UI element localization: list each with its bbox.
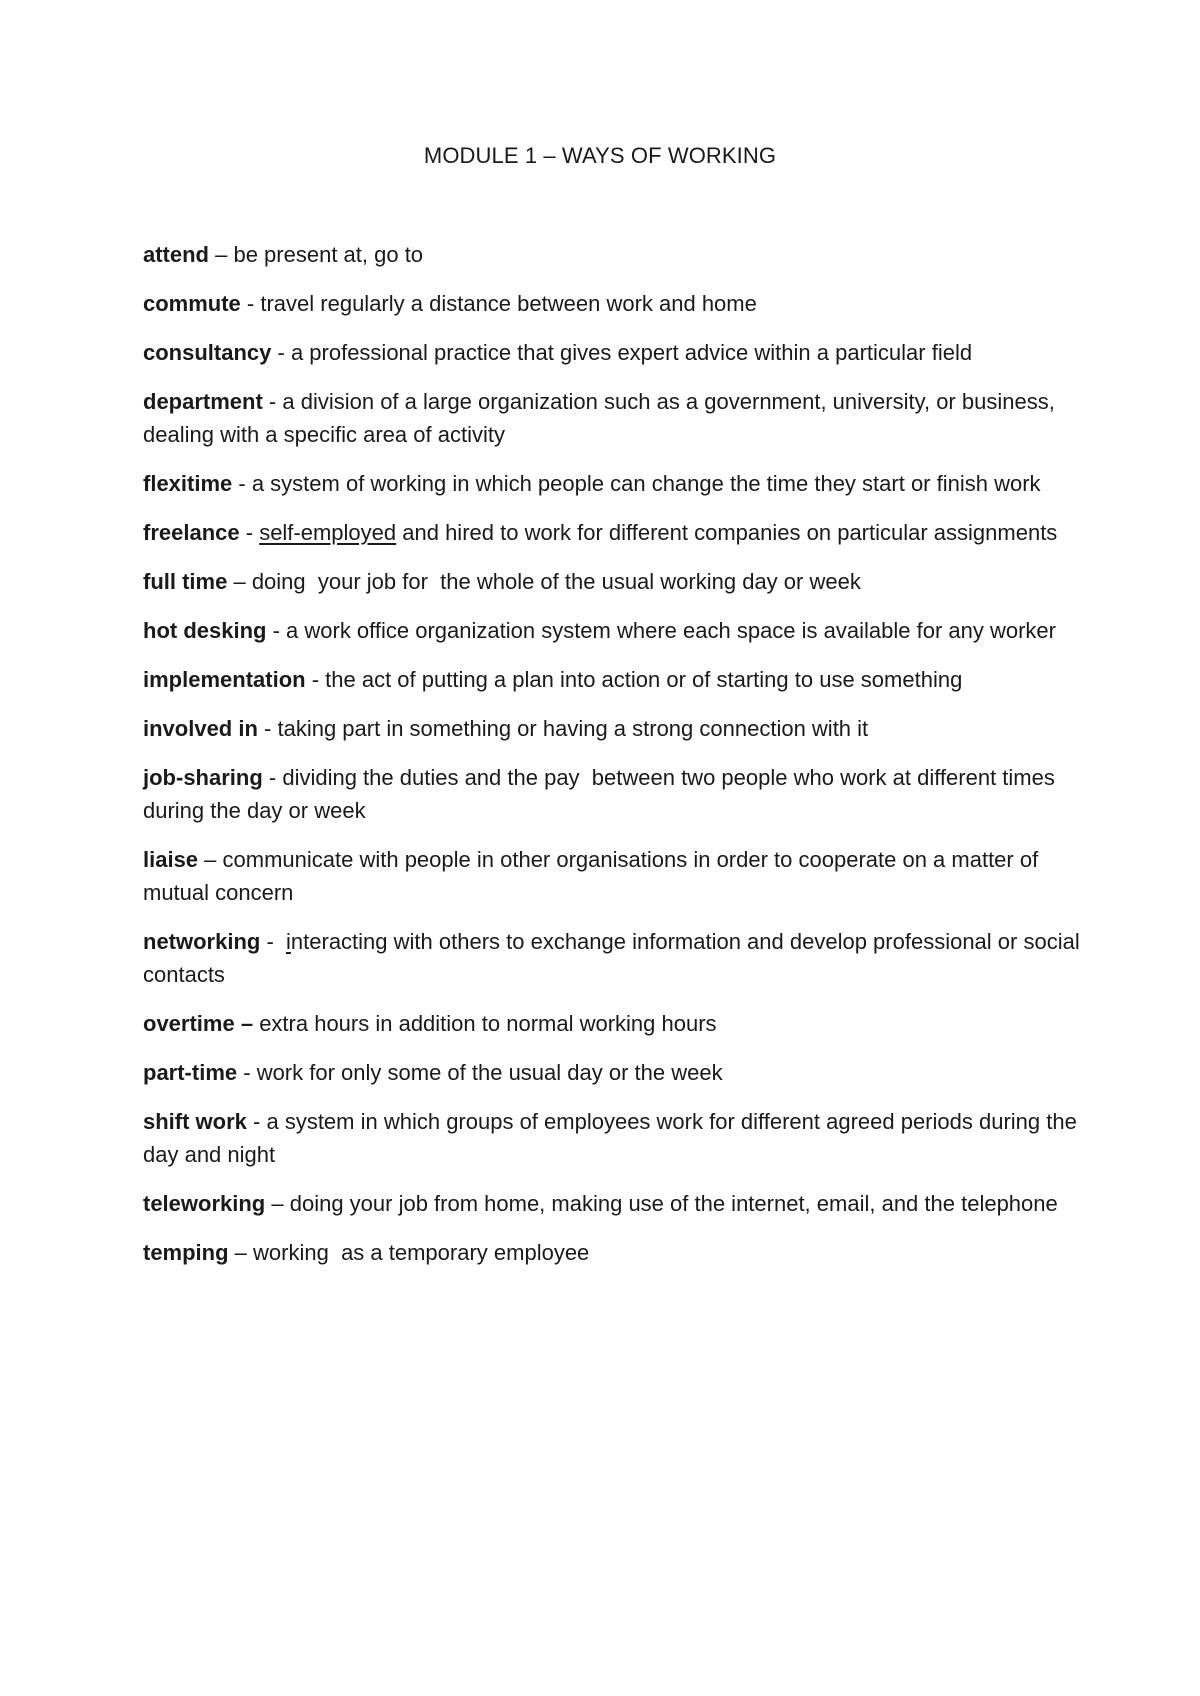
- glossary-separator: –: [265, 1191, 290, 1216]
- glossary-term: teleworking: [143, 1191, 266, 1216]
- glossary-term: freelance: [143, 520, 240, 545]
- glossary-definition: doing your job from home, making use of the internet, email, and the telephone: [289, 1191, 1058, 1216]
- glossary-entry-networking: [143, 925, 1083, 991]
- glossary-separator: -: [262, 389, 283, 414]
- glossary-separator: -: [240, 291, 261, 316]
- glossary-definition-underlined: i: [286, 929, 291, 954]
- glossary-entry-overtime: [143, 1007, 1083, 1040]
- glossary-entry-shift-work: [143, 1105, 1083, 1171]
- glossary-definition: a system of working in which people can change the time they start or finish work: [251, 471, 1041, 496]
- glossary-entry-teleworking: [143, 1187, 1083, 1220]
- glossary-term: flexitime: [143, 471, 233, 496]
- glossary-definition: communicate with people in other organisations in order to cooperate on a matter of mutual concern: [143, 847, 1039, 905]
- glossary-entry-implementation: [143, 663, 1083, 696]
- glossary-definition: nteracting with others to exchange information and develop professional or social contacts: [143, 929, 1080, 987]
- glossary-definition: a system in which groups of employees work for different agreed periods during the day and night: [143, 1109, 1077, 1167]
- glossary-separator: -: [257, 716, 278, 741]
- glossary-entry-full-time: [143, 565, 1083, 598]
- glossary-term: attend: [143, 242, 209, 267]
- glossary-entry-flexitime: [143, 467, 1083, 500]
- glossary-definition: the act of putting a plan into action or of starting to use something: [325, 667, 963, 692]
- glossary-entry-part-time: [143, 1056, 1083, 1089]
- glossary-definition: doing your job for the whole of the usual working day or week: [251, 569, 861, 594]
- glossary-separator: –: [209, 242, 234, 267]
- glossary-entry-hot-desking: [143, 614, 1083, 647]
- glossary-definition: working as a temporary employee: [253, 1240, 590, 1265]
- glossary-separator: -: [260, 929, 287, 954]
- glossary-term: job-sharing: [143, 765, 263, 790]
- glossary-definition: extra hours in addition to normal working hours: [259, 1011, 717, 1036]
- glossary-entry-job-sharing: [143, 761, 1083, 827]
- page-title: MODULE 1 – WAYS OF WORKING: [423, 143, 777, 168]
- glossary-definition: dividing the duties and the pay between two people who work at different times during the day or week: [143, 765, 1061, 823]
- glossary-entry-department: [143, 385, 1083, 451]
- glossary-list: [143, 238, 1083, 1285]
- glossary-separator: -: [262, 765, 283, 790]
- glossary-entry-temping: [143, 1236, 1083, 1269]
- glossary-entry-freelance: [143, 516, 1083, 549]
- glossary-separator: -: [266, 618, 287, 643]
- glossary-definition: a division of a large organization such as a government, university, or business, dealing with a specific area of activity: [143, 389, 1055, 447]
- glossary-separator: -: [239, 520, 260, 545]
- glossary-separator: -: [232, 471, 252, 496]
- glossary-separator: -: [305, 667, 326, 692]
- glossary-definition: be present at, go to: [233, 242, 424, 267]
- glossary-term: shift work: [143, 1109, 247, 1134]
- glossary-separator: -: [237, 1060, 257, 1085]
- glossary-separator: –: [227, 569, 252, 594]
- glossary-definition: taking part in something or having a strong connection with it: [277, 716, 869, 741]
- glossary-definition-underlined: self-employed: [259, 520, 397, 545]
- glossary-separator: -: [246, 1109, 267, 1134]
- glossary-entry-involved-in: [143, 712, 1083, 745]
- glossary-term: full time: [143, 569, 228, 594]
- glossary-term: temping: [143, 1240, 229, 1265]
- glossary-definition: work for only some of the usual day or the week: [256, 1060, 723, 1085]
- glossary-separator: –: [198, 847, 223, 872]
- glossary-definition: travel regularly a distance between work and home: [260, 291, 757, 316]
- glossary-separator: –: [228, 1240, 254, 1265]
- glossary-term: involved in: [143, 716, 258, 741]
- glossary-term: liaise: [143, 847, 199, 872]
- glossary-term: hot desking: [143, 618, 267, 643]
- glossary-term: part-time: [143, 1060, 238, 1085]
- glossary-term: networking: [143, 929, 261, 954]
- glossary-term: department: [143, 389, 263, 414]
- glossary-entry-commute: [143, 287, 1083, 320]
- glossary-term: commute: [143, 291, 241, 316]
- glossary-definition: a work office organization system where each space is available for any worker: [286, 618, 1056, 643]
- glossary-definition: and hired to work for different companies on particular assignments: [396, 520, 1058, 545]
- glossary-term: implementation: [143, 667, 306, 692]
- glossary-term: overtime –: [143, 1011, 254, 1036]
- glossary-entry-attend: [143, 238, 1083, 271]
- glossary-entry-liaise: [143, 843, 1083, 909]
- glossary-term: consultancy: [143, 340, 272, 365]
- glossary-separator: -: [271, 340, 291, 365]
- glossary-entry-consultancy: [143, 336, 1083, 369]
- glossary-definition: a professional practice that gives expert advice within a particular field: [290, 340, 973, 365]
